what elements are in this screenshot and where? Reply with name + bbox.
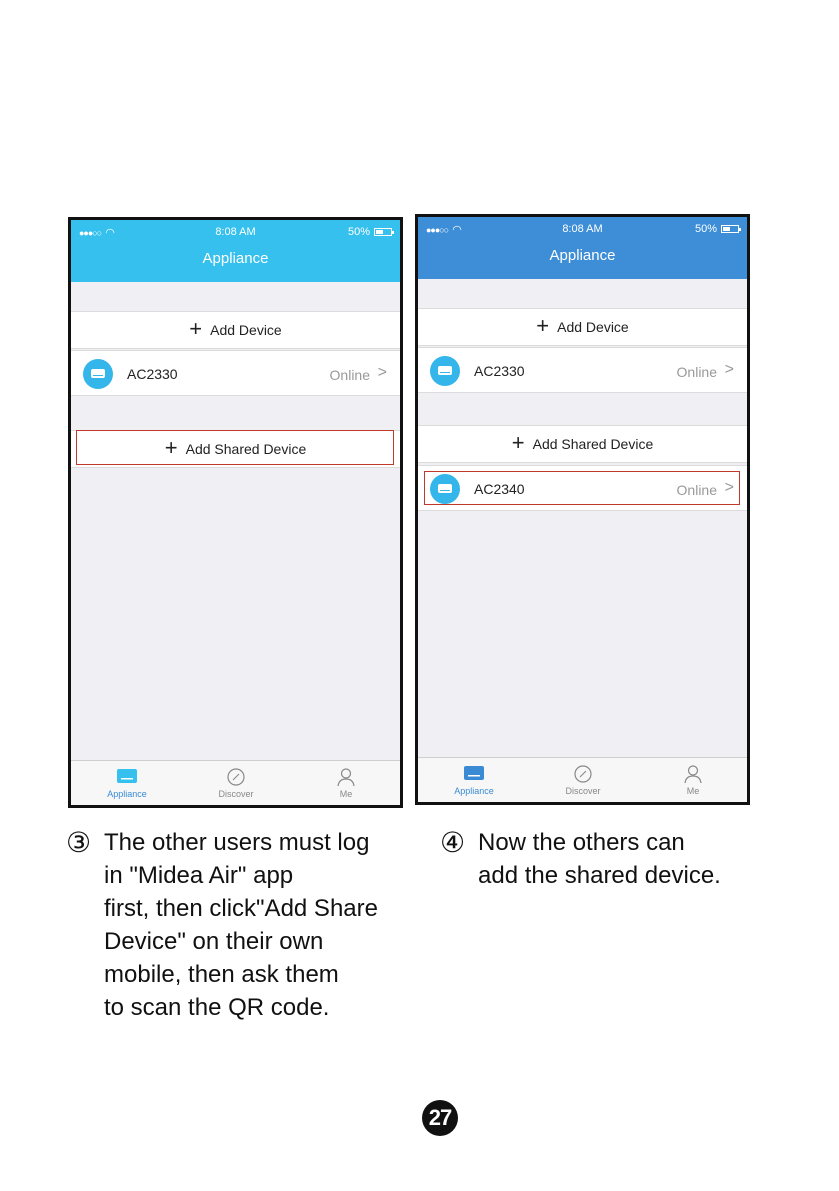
tab-me[interactable]: Me <box>306 767 386 799</box>
tab-discover[interactable]: Discover <box>196 767 276 799</box>
person-icon <box>682 764 704 784</box>
app-header <box>418 217 747 279</box>
highlight-box <box>424 471 740 505</box>
device-name: AC2330 <box>127 366 178 382</box>
add-device-button[interactable] <box>418 308 747 346</box>
air-conditioner-icon <box>83 359 113 389</box>
add-device-label: Add Device <box>210 322 282 338</box>
page-number: 27 <box>422 1100 458 1136</box>
signal-icon: ●●●○○ ◠ <box>426 224 462 236</box>
person-icon <box>335 767 357 787</box>
appliance-icon <box>463 764 485 784</box>
status-time: 8:08 AM <box>215 226 256 238</box>
compass-icon <box>572 764 594 784</box>
plus-icon: + <box>511 430 525 455</box>
signal-icon: ●●●○○ ◠ <box>79 227 115 239</box>
device-row[interactable] <box>418 347 747 393</box>
battery-icon <box>374 228 392 236</box>
app-header <box>71 220 400 282</box>
device-status: Online <box>676 482 717 498</box>
tab-discover[interactable]: Discover <box>543 764 623 796</box>
appliance-icon <box>116 767 138 787</box>
battery-percent: 50% <box>694 223 717 235</box>
step4-number: ④ <box>440 827 466 858</box>
add-shared-device-label: Add Shared Device <box>532 436 654 452</box>
plus-icon: + <box>189 316 203 341</box>
add-shared-device-button[interactable] <box>418 425 747 463</box>
phone-screenshot-step4 <box>415 214 750 805</box>
device-name: AC2340 <box>474 481 525 497</box>
page-title: Appliance <box>202 250 269 267</box>
step4-text: Now the others can add the shared device. <box>478 829 721 889</box>
add-device-button[interactable] <box>71 311 400 349</box>
device-status: Online <box>329 367 370 383</box>
step3-text: The other users must log in "Midea Air" app first, then click"Add Share Device" on their own mobile, then ask them to scan the QR code. <box>104 829 378 1021</box>
device-name: AC2330 <box>474 363 525 379</box>
step3-number: ③ <box>66 827 92 858</box>
battery-icon <box>721 225 739 233</box>
page-title: Appliance <box>549 247 616 264</box>
device-row[interactable] <box>71 350 400 396</box>
status-time: 8:08 AM <box>562 223 603 235</box>
chevron-right-icon: > <box>724 479 734 496</box>
compass-icon <box>225 767 247 787</box>
phone-screenshot-step3 <box>68 217 403 808</box>
device-status: Online <box>676 364 717 380</box>
tab-appliance[interactable]: Appliance <box>434 764 514 796</box>
tab-bar <box>418 757 747 802</box>
plus-icon: + <box>164 435 178 460</box>
chevron-right-icon: > <box>724 361 734 378</box>
tab-appliance[interactable]: Appliance <box>87 767 167 799</box>
add-shared-device-label: Add Shared Device <box>185 441 307 457</box>
wifi-icon: ◠ <box>452 224 462 236</box>
battery-percent: 50% <box>347 226 370 238</box>
step3-caption <box>66 826 436 1024</box>
highlight-box <box>76 430 394 465</box>
add-device-label: Add Device <box>557 319 629 335</box>
tab-me[interactable]: Me <box>653 764 733 796</box>
status-bar <box>71 226 400 240</box>
chevron-right-icon: > <box>377 364 387 381</box>
plus-icon: + <box>536 313 550 338</box>
status-bar <box>418 223 747 237</box>
wifi-icon: ◠ <box>105 227 115 239</box>
tab-bar <box>71 760 400 805</box>
step4-caption <box>440 826 780 892</box>
air-conditioner-icon <box>430 356 460 386</box>
